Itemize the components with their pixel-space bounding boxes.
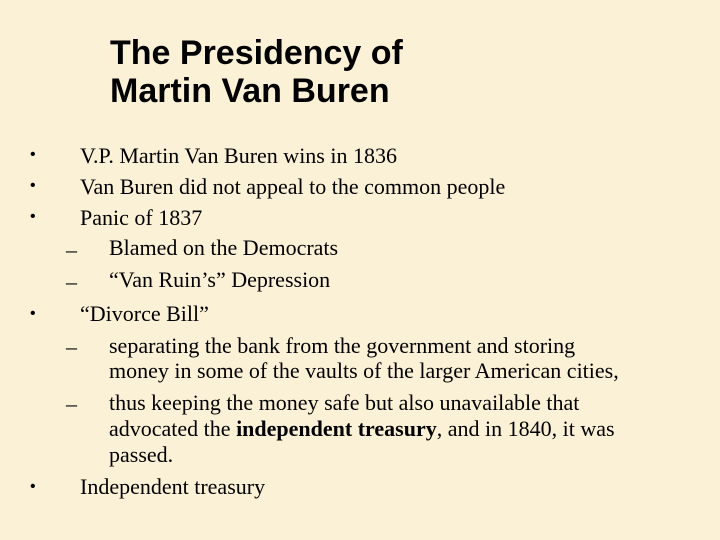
bullet-marker: • [30, 478, 36, 495]
bullet-marker: • [30, 208, 36, 225]
bullet-text-3: Panic of 1837 [80, 205, 203, 230]
sub-text-4-1-line-2: money in some of the vaults of the larger American cities, [109, 358, 619, 383]
title-line-2: Martin Van Buren [110, 72, 390, 110]
bullet-text-1: V.P. Martin Van Buren wins in 1836 [80, 143, 397, 168]
slide-title [110, 34, 403, 110]
bullet-marker: • [30, 305, 36, 322]
sub-text-4-2-line-2-end: , and in 1840, it was [436, 416, 615, 441]
sub-text-4-2-line-3: passed. [109, 442, 174, 467]
sub-text-4-2-line-1: thus keeping the money safe but also unavailable that [109, 390, 580, 415]
bullet-marker: • [30, 146, 36, 163]
sub-text-4-1-line-1: separating the bank from the government and storing [109, 333, 576, 358]
dash-marker: – [66, 269, 77, 294]
independent-treasury-emphasis: independent treasury [236, 416, 437, 441]
dash-marker: – [66, 237, 77, 262]
sub-text-4-2-line-2 [109, 416, 615, 442]
bullet-text-5: Independent treasury [80, 474, 266, 499]
sub-text-3-2: “Van Ruin’s” Depression [109, 267, 331, 292]
dash-marker: – [66, 391, 77, 416]
bullet-text-2: Van Buren did not appeal to the common people [80, 174, 506, 199]
dash-marker: – [66, 334, 77, 359]
sub-text-4-2-line-2-start: advocated the [109, 416, 237, 441]
bullet-marker: • [30, 177, 36, 194]
bullet-text-4: “Divorce Bill” [80, 301, 209, 326]
sub-text-3-1: Blamed on the Democrats [109, 235, 339, 260]
title-line-1: The Presidency of [110, 34, 403, 72]
